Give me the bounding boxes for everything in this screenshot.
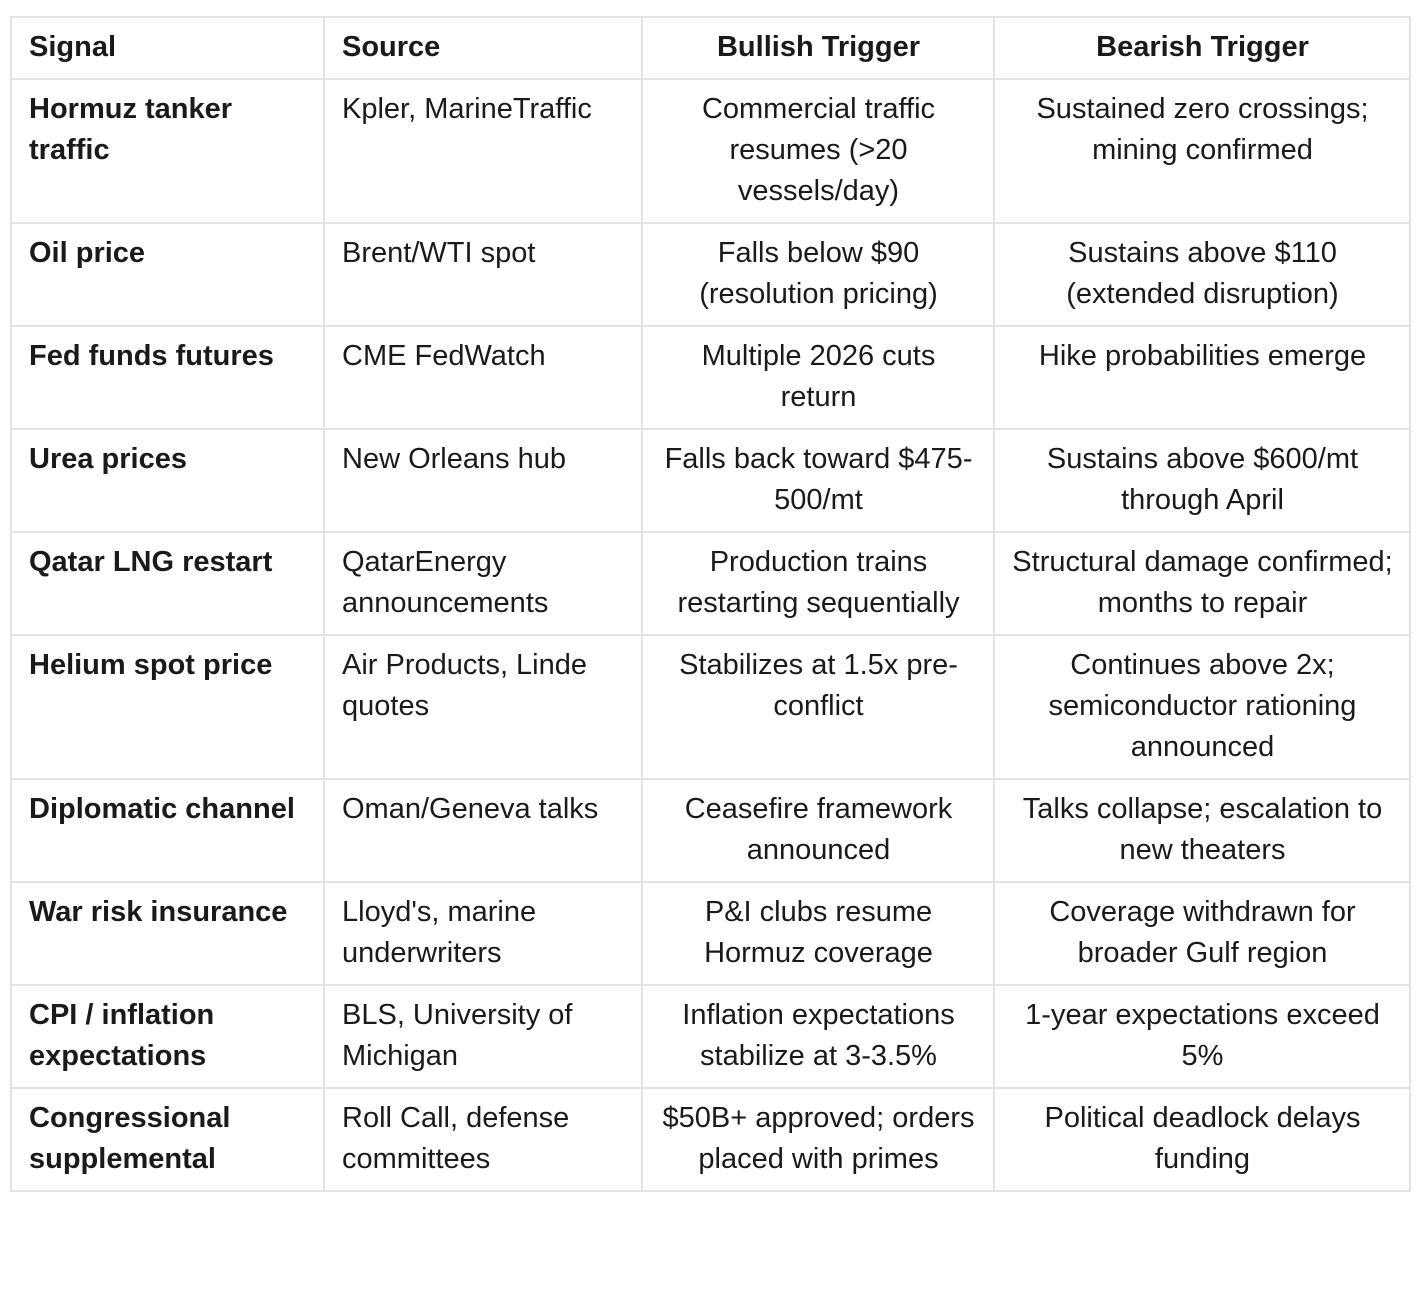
source-cell: Air Products, Linde quotes — [324, 635, 642, 779]
source-cell: QatarEnergy announcements — [324, 532, 642, 635]
header-source: Source — [324, 17, 642, 79]
source-cell: Kpler, MarineTraffic — [324, 79, 642, 223]
signals-table — [10, 16, 1411, 1192]
signal-cell: Oil price — [11, 223, 324, 326]
source-cell: New Orleans hub — [324, 429, 642, 532]
bearish-trigger-cell: Structural damage confirmed; months to repair — [994, 532, 1410, 635]
table-row — [11, 429, 1410, 532]
table-row — [11, 882, 1410, 985]
signal-cell: Congressional supplemental — [11, 1088, 324, 1191]
source-cell: CME FedWatch — [324, 326, 642, 429]
table-row — [11, 1088, 1410, 1191]
signal-cell: Urea prices — [11, 429, 324, 532]
source-cell: Lloyd's, marine underwriters — [324, 882, 642, 985]
bearish-trigger-cell: Coverage withdrawn for broader Gulf region — [994, 882, 1410, 985]
header-bearish-trigger: Bearish Trigger — [994, 17, 1410, 79]
header-row — [11, 17, 1410, 79]
bearish-trigger-cell: Sustained zero crossings; mining confirmed — [994, 79, 1410, 223]
signal-cell: Hormuz tanker traffic — [11, 79, 324, 223]
bullish-trigger-cell: P&I clubs resume Hormuz coverage — [642, 882, 994, 985]
signal-cell: War risk insurance — [11, 882, 324, 985]
signal-cell: Fed funds futures — [11, 326, 324, 429]
bullish-trigger-cell: Inflation expectations stabilize at 3-3.5% — [642, 985, 994, 1088]
table-row — [11, 326, 1410, 429]
bullish-trigger-cell: Falls below $90 (resolution pricing) — [642, 223, 994, 326]
signal-cell: Diplomatic channel — [11, 779, 324, 882]
bullish-trigger-cell: Stabilizes at 1.5x pre-conflict — [642, 635, 994, 779]
header-signal: Signal — [11, 17, 324, 79]
table-row — [11, 779, 1410, 882]
bearish-trigger-cell: Hike probabilities emerge — [994, 326, 1410, 429]
table-row — [11, 223, 1410, 326]
table-row — [11, 635, 1410, 779]
source-cell: BLS, University of Michigan — [324, 985, 642, 1088]
bearish-trigger-cell: 1-year expectations exceed 5% — [994, 985, 1410, 1088]
source-cell: Roll Call, defense committees — [324, 1088, 642, 1191]
bearish-trigger-cell: Political deadlock delays funding — [994, 1088, 1410, 1191]
table-row — [11, 985, 1410, 1088]
bullish-trigger-cell: Production trains restarting sequentially — [642, 532, 994, 635]
bullish-trigger-cell: Falls back toward $475-500/mt — [642, 429, 994, 532]
bearish-trigger-cell: Talks collapse; escalation to new theaters — [994, 779, 1410, 882]
bullish-trigger-cell: Multiple 2026 cuts return — [642, 326, 994, 429]
signal-cell: CPI / inflation expectations — [11, 985, 324, 1088]
table-row — [11, 532, 1410, 635]
bullish-trigger-cell: $50B+ approved; orders placed with primes — [642, 1088, 994, 1191]
bearish-trigger-cell: Continues above 2x; semiconductor rationing announced — [994, 635, 1410, 779]
bullish-trigger-cell: Ceasefire framework announced — [642, 779, 994, 882]
source-cell: Oman/Geneva talks — [324, 779, 642, 882]
bearish-trigger-cell: Sustains above $110 (extended disruption) — [994, 223, 1410, 326]
header-bullish-trigger: Bullish Trigger — [642, 17, 994, 79]
bearish-trigger-cell: Sustains above $600/mt through April — [994, 429, 1410, 532]
bullish-trigger-cell: Commercial traffic resumes (>20 vessels/day) — [642, 79, 994, 223]
signal-cell: Qatar LNG restart — [11, 532, 324, 635]
source-cell: Brent/WTI spot — [324, 223, 642, 326]
signal-cell: Helium spot price — [11, 635, 324, 779]
table-row — [11, 79, 1410, 223]
